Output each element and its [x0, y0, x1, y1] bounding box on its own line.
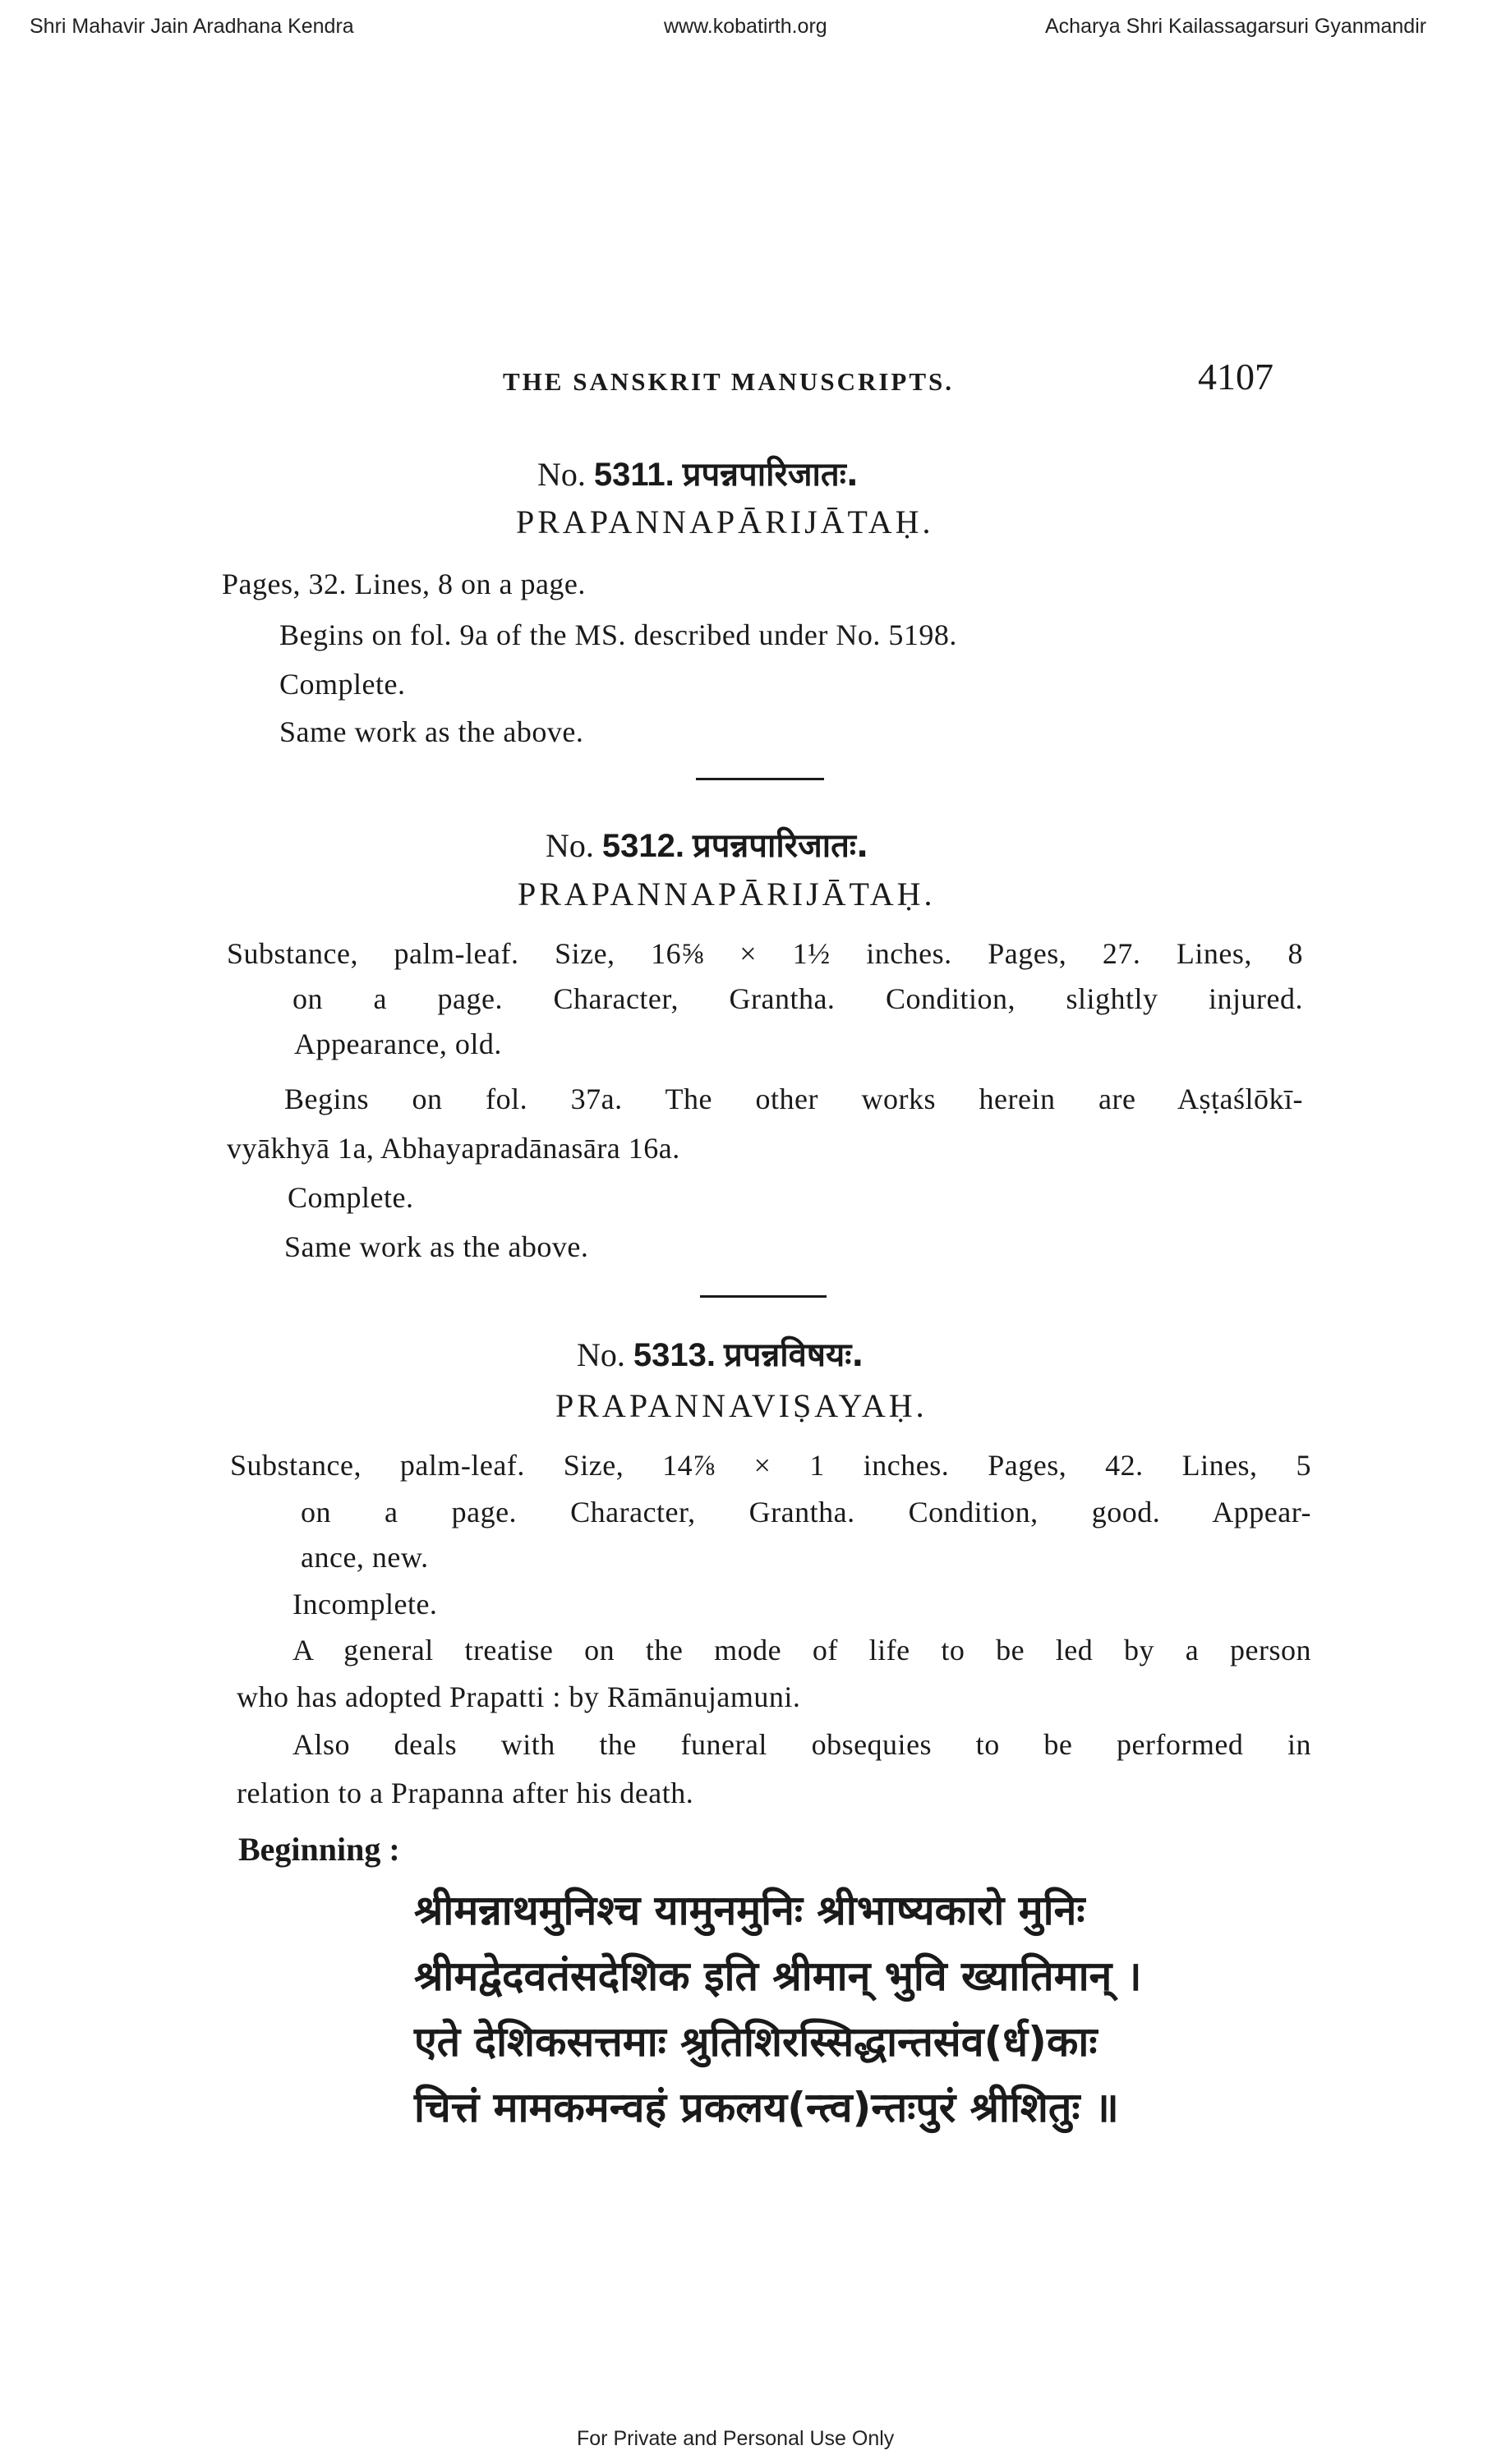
header-left: Shri Mahavir Jain Aradhana Kendra: [30, 15, 354, 38]
entry-no-prefix: No.: [537, 456, 586, 493]
entry-line: on a page. Character, Grantha. Condition, good. Appear-: [301, 1496, 1311, 1529]
verse-line: चित्तं मामकमन्वहं प्रकलय(न्त्व)न्तःपुरं श्रीशितुः ॥: [414, 2084, 1119, 2131]
entry-line: Same work as the above.: [284, 1230, 589, 1263]
entry-line: Substance, palm-leaf. Size, 14⅞ × 1 inches. Pages, 42. Lines, 5: [230, 1449, 1311, 1482]
entry-title: PRAPANNAPĀRIJĀTAḤ.: [516, 503, 934, 540]
verse-line: श्रीमन्नाथमुनिश्च यामुनमुनिः श्रीभाष्यकारो मुनिः: [414, 1887, 1085, 1934]
entry-line: Also deals with the funeral obsequies to be performed in: [292, 1728, 1311, 1761]
running-head: THE SANSKRIT MANUSCRIPTS.: [503, 367, 955, 396]
entry-line: Begins on fol. 9a of the MS. described under No. 5198.: [279, 618, 957, 651]
header-center: www.kobatirth.org: [664, 15, 827, 38]
entry-line: Appearance, old.: [294, 1027, 502, 1060]
entry-line: Begins on fol. 37a. The other works herein are Aṣṭaślōkī-: [284, 1083, 1303, 1115]
entry-line: vyākhyā 1a, Abhayapradānasāra 16a.: [227, 1132, 680, 1165]
footer-notice: For Private and Personal Use Only: [577, 2427, 895, 2450]
entry-title: PRAPANNAVIṢAYAḤ.: [555, 1387, 928, 1424]
entry-line: Substance, palm-leaf. Size, 16⅝ × 1½ inches. Pages, 27. Lines, 8: [227, 937, 1303, 970]
entry-heading-5311: [537, 450, 859, 495]
entry-line: Complete.: [288, 1181, 414, 1214]
section-divider: [700, 1295, 827, 1298]
entry-line: on a page. Character, Grantha. Condition, slightly injured.: [292, 982, 1303, 1015]
verse-line: श्रीमद्वेदवतंसदेशिक इति श्रीमान् भुवि ख्यातिमान् ।: [414, 1952, 1142, 2000]
section-divider: [696, 778, 824, 780]
entry-line: relation to a Prapanna after his death.: [237, 1777, 694, 1809]
page-number: 4107: [1198, 356, 1273, 398]
entry-line: A general treatise on the mode of life to be led by a person: [292, 1634, 1311, 1666]
header-right: Acharya Shri Kailassagarsuri Gyanmandir: [1045, 15, 1427, 38]
verse-line: एते देशिकसत्तमाः श्रुतिशिरस्सिद्धान्तसंव(र्ध)काः: [414, 2018, 1098, 2066]
entry-no-prefix: No.: [577, 1336, 625, 1373]
entry-heading-5313: [577, 1331, 864, 1376]
entry-line: Incomplete.: [292, 1588, 438, 1620]
entry-no-prefix: No.: [546, 827, 594, 864]
entry-title: PRAPANNAPĀRIJĀTAḤ.: [518, 876, 936, 913]
entry-number: 5313.: [633, 1337, 716, 1373]
beginning-label: Beginning :: [238, 1831, 400, 1868]
entry-heading-5312: [546, 821, 868, 867]
entry-number: 5311.: [593, 457, 675, 493]
entry-devanagari-title: प्रपन्नविषयः.: [724, 1336, 864, 1374]
entry-line: Same work as the above.: [279, 715, 584, 748]
entry-line: ance, new.: [301, 1541, 429, 1574]
entry-line: who has adopted Prapatti : by Rāmānujamuni.: [237, 1680, 801, 1713]
entry-devanagari-title: प्रपन्नपारिजातः.: [682, 456, 859, 494]
entry-line: Pages, 32. Lines, 8 on a page.: [222, 568, 586, 600]
entry-devanagari-title: प्रपन्नपारिजातः.: [693, 827, 869, 865]
entry-line: Complete.: [279, 668, 406, 701]
entry-number: 5312.: [601, 828, 684, 864]
